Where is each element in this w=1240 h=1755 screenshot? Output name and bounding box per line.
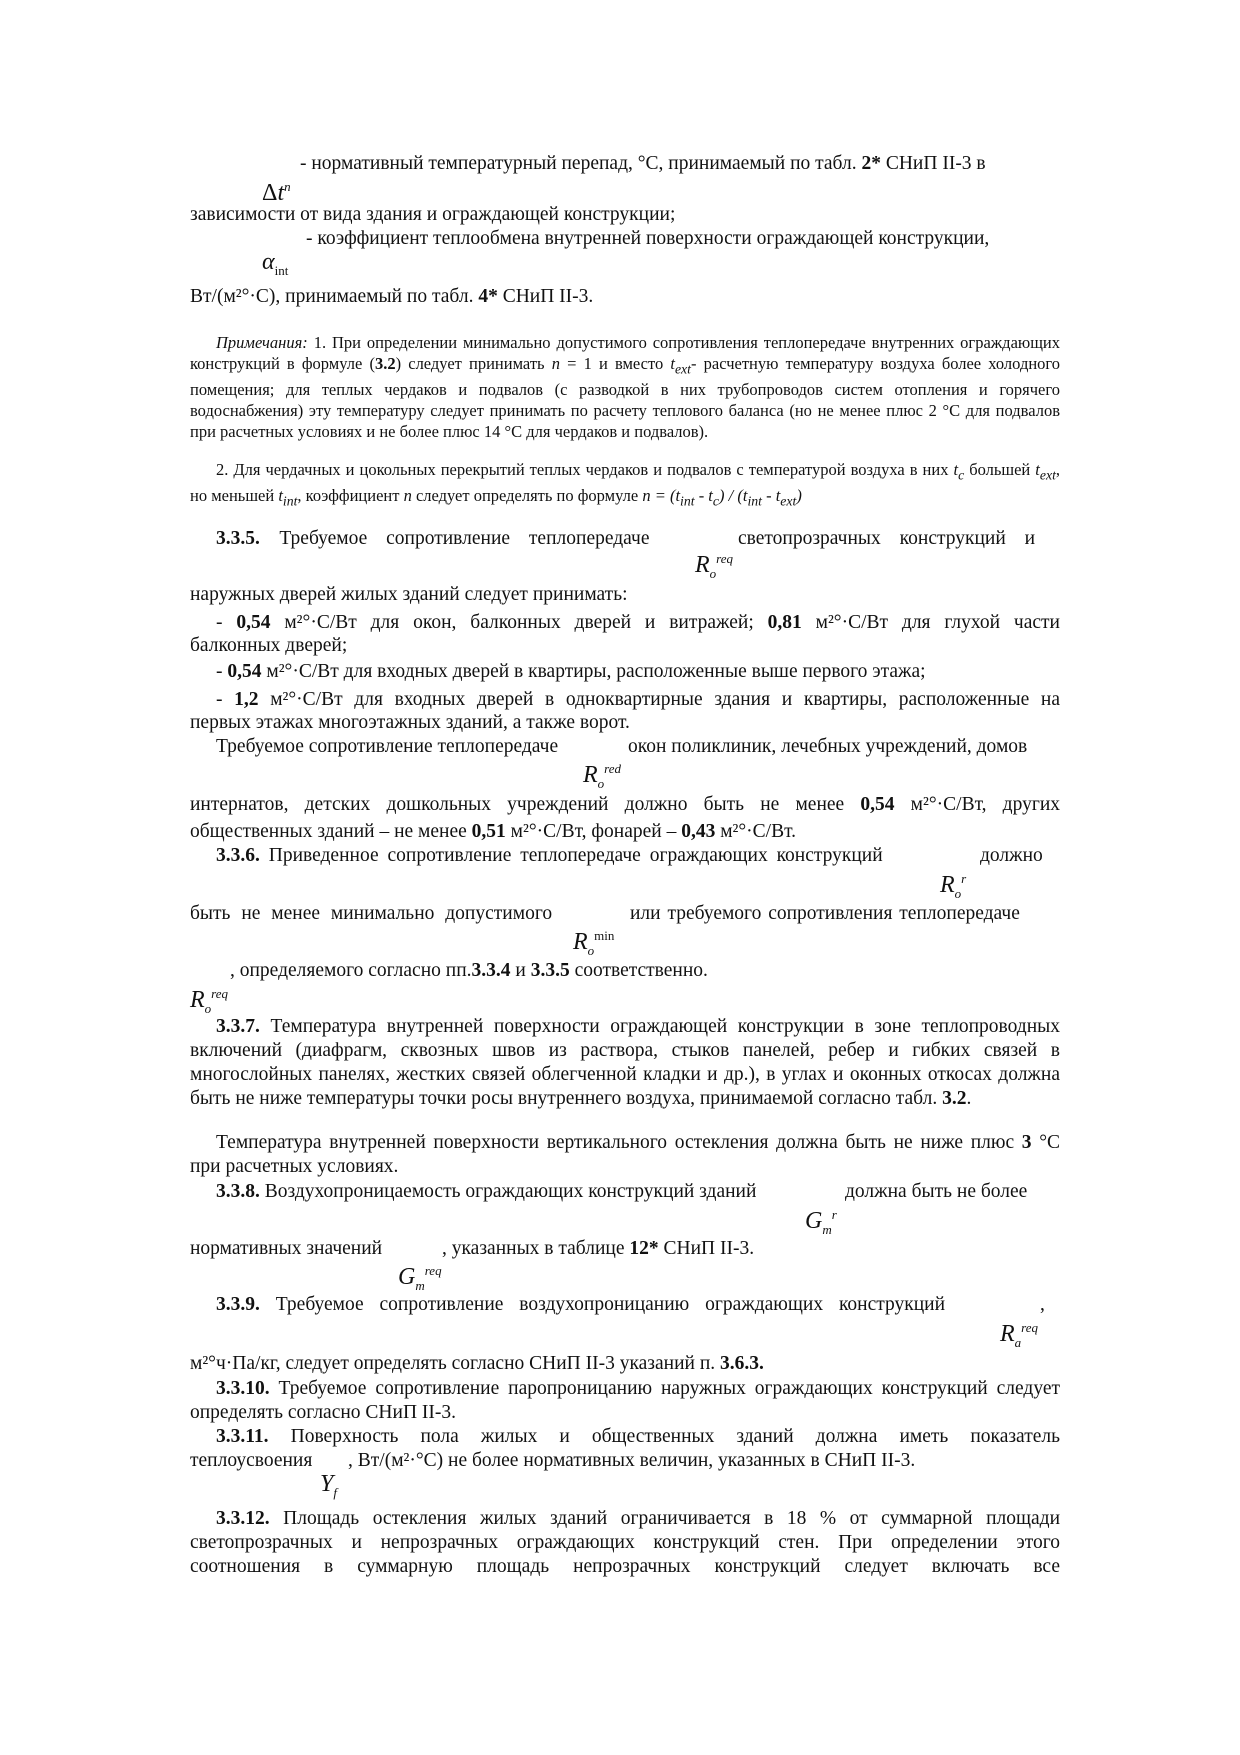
s335-item3: - 1,2 м²°·С/Вт для входных дверей в одноквартирные здания и квартиры, расположенные на — [216, 689, 1060, 710]
s3311-line1: 3.3.11. Поверхность пола жилых и общественных зданий должна иметь показатель — [216, 1426, 1061, 1447]
delta-tn-symbol: $\Delta t^n$ — [262, 179, 291, 206]
s335-line2: наружных дверей жилых зданий следует принимать: — [190, 584, 628, 605]
s339-line2: м²°ч·Па/кг, следует определять согласно СНиП II-3 указаний п. 3.6.3. — [190, 1353, 764, 1374]
s3312-paragraph: 3.3.12. Площадь остекления жилых зданий ограничивается в 18 % от суммарной площади светопрозрачных и непрозрачных ограждающих конструкций стен. При определении этого соотношения в суммарную площадь непрозрачных конструкций следует включать все — [190, 1508, 1061, 1577]
s336-line2-right: или требуемого сопротивления теплопередаче — [630, 903, 1020, 924]
s339-line1-left: 3.3.9. Требуемое сопротивление воздухопроницанию ограждающих конструкций — [216, 1294, 946, 1315]
s338-line1-right: должна быть не более — [845, 1181, 1028, 1202]
g-m-req-symbol: $G_m^{req}$ — [398, 1263, 442, 1293]
s335-item3-cont: первых этажах многоэтажных зданий, а также ворот. — [190, 712, 630, 733]
s335-line1-left: 3.3.5. Требуемое сопротивление теплопередаче — [216, 528, 650, 549]
s337-paragraph-2: Температура внутренней поверхности вертикального остекления должна быть не ниже плюс 3 °С при расчетных условиях. — [190, 1132, 1060, 1177]
s335-p2-line2: интернатов, детских дошкольных учреждений должно быть не менее 0,54 м²°·С/Вт, других — [190, 794, 1061, 815]
s338-line2-left: нормативных значений — [190, 1238, 383, 1259]
s335-item2: - 0,54 м²°·С/Вт для входных дверей в квартиры, расположенные выше первого этажа; — [216, 661, 926, 682]
r-o-red-symbol: $R_o^{red}$ — [583, 761, 622, 791]
s336-line3: , определяемого согласно пп.3.3.4 и 3.3.5 соответственно. — [230, 960, 708, 981]
s336-line1-right: должно — [980, 845, 1043, 866]
s335-p2-left: Требуемое сопротивление теплопередаче — [216, 736, 559, 757]
s336-line1-left: 3.3.6. Приведенное сопротивление теплопередаче ограждающих конструкций — [216, 845, 883, 866]
r-o-req-symbol-2: $R_o^{req}$ — [190, 986, 229, 1016]
s338-line2-right: , указанных в таблице 12* СНиП II-3. — [442, 1238, 755, 1259]
alpha-int-symbol: $\alpha_{int}$ — [262, 249, 289, 278]
s335-p2-right: окон поликлиник, лечебных учреждений, домов — [628, 736, 1028, 757]
alpha-int-desc: - коэффициент теплообмена внутренней поверхности ограждающей конструкции, — [306, 228, 990, 249]
delta-tn-desc: - нормативный температурный перепад, °С, принимаемый по табл. 2* СНиП II-3 в — [300, 153, 986, 174]
s338-line1-left: 3.3.8. Воздухопроницаемость ограждающих конструкций зданий — [216, 1181, 757, 1202]
r-o-r-symbol: $R_o^r$ — [940, 871, 967, 901]
note-1: Примечания: 1. При определении минимально допустимого сопротивления теплопередаче внутренних ограждающих конструкций в формуле (3.2) следует принимать n = 1 и вместо $t_{ext}-$ расчетную температуру воздуха более холодного помещения; для теплых чердаков и подвалов (с разводкой в них трубопроводов систем отопления и горячего водоснабжения) эту температуру следует принимать по расчету теплового баланса (но не менее плюс 2 °С для подвалов при расчетных условиях и не более плюс 14 °С для чердаков и подвалов). — [190, 333, 1061, 442]
s3311-line2-right: , Вт/(м²·°С) не более нормативных величин, указанных в СНиП II-3. — [348, 1450, 916, 1471]
alpha-int-cont: Вт/(м²°·С), принимаемый по табл. 4* СНиП II-3. — [190, 286, 594, 307]
g-m-r-symbol: $G_m^r$ — [805, 1207, 837, 1237]
s335-item1-cont: балконных дверей; — [190, 635, 348, 656]
s337-paragraph: 3.3.7. Температура внутренней поверхности ограждающей конструкции в зоне теплопроводных включений (диафрагм, сквозных швов из раствора, стыков панелей, ребер и гибких связей в многослойных панелях, жестких связей облегченной кладки и др.), в углах и оконных откосах должна быть не ниже температуры точки росы внутреннего воздуха, принимаемой согласно табл. 3.2. — [190, 1016, 1061, 1109]
s3311-line2-left: теплоусвоения — [190, 1450, 313, 1471]
s3310-paragraph: 3.3.10. Требуемое сопротивление паропроницанию наружных ограждающих конструкций следует определять согласно СНиП II-3. — [190, 1378, 1061, 1423]
s336-line2-left: быть не менее минимально допустимого — [190, 903, 553, 924]
r-a-req-symbol: $R_a^{req}$ — [1000, 1320, 1039, 1350]
delta-tn-cont: зависимости от вида здания и ограждающей конструкции; — [190, 204, 676, 225]
y-f-symbol: $Y_f$ — [320, 1471, 337, 1500]
s335-item1: - 0,54 м²°·С/Вт для окон, балконных дверей и витражей; 0,81 м²°·С/Вт для глухой части — [216, 612, 1060, 633]
s339-comma: , — [1040, 1294, 1045, 1315]
note-2: 2. Для чердачных и цокольных перекрытий теплых чердаков и подвалов с температурой воздуха в них $t_c$ большей $t_{ext}$, но меньшей $t_{int}$, коэффициент n следует определять по формуле $n = (t_{int} - t_c) / (t_{int} - t_{ext})$ — [190, 460, 1061, 509]
r-o-req-symbol: $R_o^{req}$ — [695, 551, 734, 581]
s335-line1-right: светопрозрачных конструкций и — [738, 528, 1036, 549]
r-o-min-symbol: $R_o^{min}$ — [573, 928, 615, 958]
s335-p2-line3: общественных зданий – не менее 0,51 м²°·С/Вт, фонарей – 0,43 м²°·С/Вт. — [190, 821, 797, 842]
